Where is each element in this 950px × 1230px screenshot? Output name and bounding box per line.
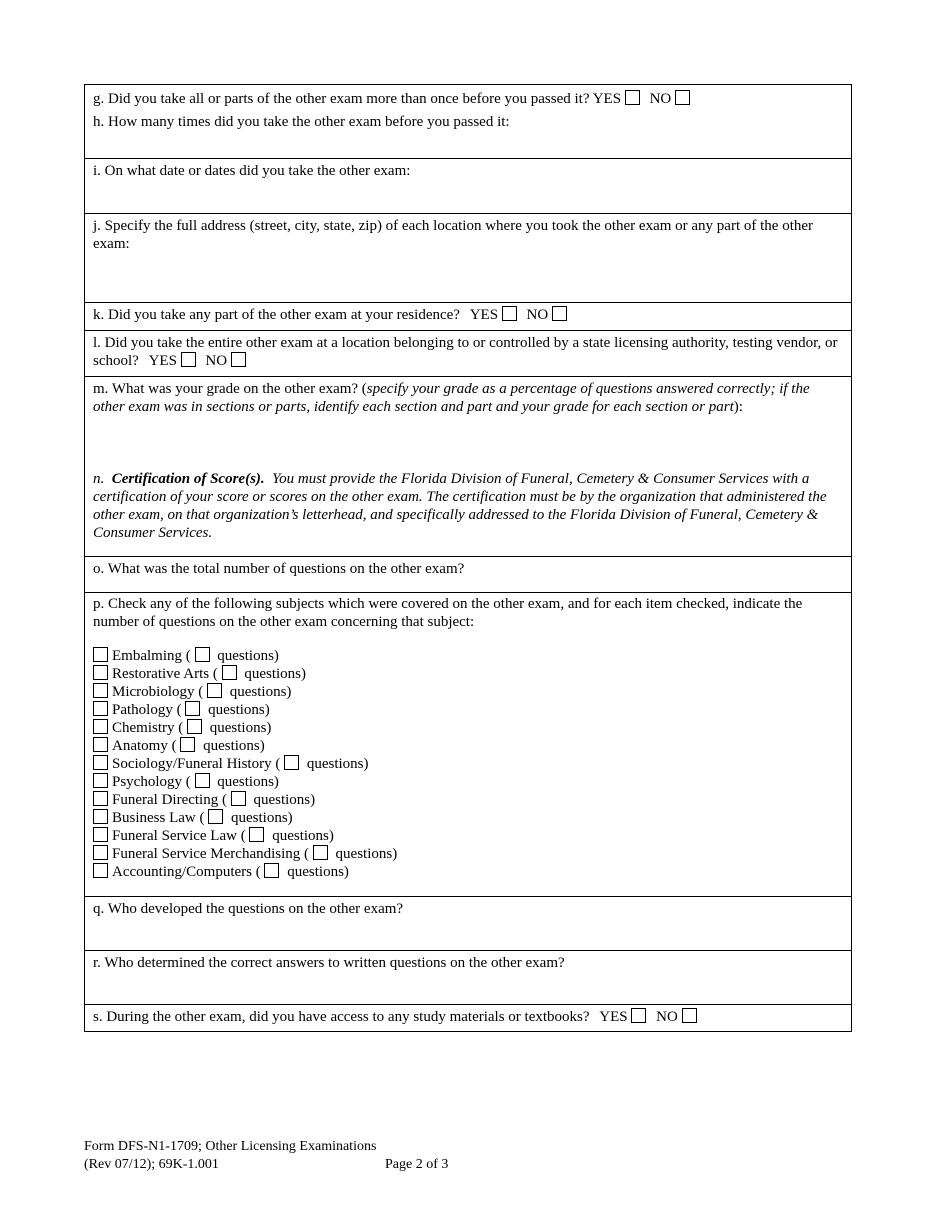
subject-item — [93, 683, 843, 701]
subject-question-count-box[interactable] — [180, 737, 195, 752]
question-o-text: o. What was the total number of questions on the other exam? — [93, 561, 465, 577]
row-j[interactable] — [85, 213, 851, 302]
subject-item — [93, 827, 843, 845]
subject-checkbox[interactable] — [93, 863, 108, 878]
subject-question-count-box[interactable] — [249, 827, 264, 842]
question-l-yes-label: YES — [148, 353, 177, 369]
subject-item — [93, 719, 843, 737]
subject-question-count-box[interactable] — [187, 719, 202, 734]
row-k — [85, 302, 851, 330]
subject-question-count-box[interactable] — [264, 863, 279, 878]
row-q[interactable] — [85, 896, 851, 950]
question-s-text: s. During the other exam, did you have access to any study materials or textbooks? — [93, 1009, 590, 1025]
question-p-text: p. Check any of the following subjects which were covered on the other exam, and for each item checked, indicate the number of questions on the other exam concerning that subject: — [93, 596, 803, 630]
subject-name: Funeral Service Law — [112, 828, 237, 844]
subject-suffix: questions) — [229, 684, 292, 700]
subject-item — [93, 809, 843, 827]
subject-item — [93, 755, 843, 773]
subject-suffix: questions) — [287, 864, 349, 880]
subject-suffix: questions) — [272, 828, 334, 844]
question-m — [93, 380, 843, 416]
subject-name: Anatomy — [112, 738, 168, 754]
subject-name: Accounting/Computers — [112, 864, 252, 880]
question-k-yes-checkbox[interactable] — [502, 306, 517, 321]
subject-suffix: questions) — [253, 792, 316, 808]
subject-open-paren: ( — [185, 774, 191, 790]
subject-item — [93, 773, 843, 791]
row-l — [85, 330, 851, 376]
subject-item — [93, 665, 843, 683]
subject-name: Business Law — [112, 810, 196, 826]
question-l-no-label: NO — [205, 353, 228, 369]
subject-item — [93, 737, 843, 755]
subject-checkbox[interactable] — [93, 791, 108, 806]
subject-suffix: questions) — [306, 756, 369, 772]
question-g-no-checkbox[interactable] — [675, 90, 690, 105]
question-h-text: h. How many times did you take the other exam before you passed it: — [93, 114, 510, 130]
question-l-yes-checkbox[interactable] — [181, 352, 196, 367]
subject-checkbox[interactable] — [93, 665, 108, 680]
subject-checkbox[interactable] — [93, 755, 108, 770]
subject-open-paren: ( — [199, 810, 205, 826]
subject-suffix: questions) — [335, 846, 398, 862]
question-k-yes-label: YES — [469, 307, 499, 323]
subject-checkbox[interactable] — [93, 701, 108, 716]
subject-checkbox[interactable] — [93, 845, 108, 860]
exam-form — [84, 84, 852, 1032]
subject-suffix: questions) — [231, 810, 293, 826]
subject-item — [93, 701, 843, 719]
question-g-text: g. Did you take all or parts of the other exam more than once before you passed it? — [93, 91, 590, 107]
row-m-n[interactable] — [85, 376, 851, 556]
subject-open-paren: ( — [221, 792, 227, 808]
subject-suffix: questions) — [217, 648, 279, 664]
subject-question-count-box[interactable] — [284, 755, 299, 770]
subject-question-count-box[interactable] — [185, 701, 200, 716]
question-n-heading: Certification of Score(s). — [111, 471, 265, 487]
subject-name: Psychology — [112, 774, 183, 790]
question-s-no-label: NO — [656, 1009, 678, 1025]
subject-name: Pathology — [112, 702, 173, 718]
subject-item — [93, 863, 843, 881]
subject-checkbox[interactable] — [93, 647, 108, 662]
question-l-no-checkbox[interactable] — [231, 352, 246, 367]
subject-name: Chemistry — [112, 720, 175, 736]
subject-checkbox[interactable] — [93, 827, 108, 842]
question-m-close: ): — [733, 399, 743, 415]
subject-item — [93, 845, 843, 863]
subject-open-paren: ( — [304, 846, 310, 862]
footer-form-id: Form DFS-N1-1709; Other Licensing Examinations — [84, 1139, 377, 1154]
row-r[interactable] — [85, 950, 851, 1004]
footer-revision: (Rev 07/12); 69K-1.001 — [84, 1157, 219, 1172]
subject-list — [93, 647, 843, 881]
question-g-no-label: NO — [649, 91, 672, 107]
subject-name: Embalming — [112, 648, 182, 664]
subject-checkbox[interactable] — [93, 737, 108, 752]
subject-suffix: questions) — [203, 738, 265, 754]
row-p — [85, 592, 851, 896]
subject-question-count-box[interactable] — [195, 773, 210, 788]
question-r-text: r. Who determined the correct answers to written questions on the other exam? — [93, 955, 565, 971]
subject-name: Microbiology — [112, 684, 195, 700]
subject-question-count-box[interactable] — [313, 845, 328, 860]
subject-item — [93, 791, 843, 809]
subject-question-count-box[interactable] — [208, 809, 223, 824]
row-g-h — [85, 85, 851, 158]
question-j-text: j. Specify the full address (street, city, state, zip) of each location where you took the other exam or any part of the other exam: — [93, 218, 814, 252]
subject-suffix: questions) — [244, 666, 306, 682]
subject-question-count-box[interactable] — [207, 683, 222, 698]
question-k-text: k. Did you take any part of the other exam at your residence? — [93, 307, 460, 323]
question-s-no-checkbox[interactable] — [682, 1008, 697, 1023]
row-i[interactable] — [85, 158, 851, 213]
subject-open-paren: ( — [255, 864, 261, 880]
subject-open-paren: ( — [240, 828, 246, 844]
subject-question-count-box[interactable] — [231, 791, 246, 806]
question-i-text: i. On what date or dates did you take the other exam: — [93, 163, 411, 179]
question-s-yes-checkbox[interactable] — [631, 1008, 646, 1023]
subject-open-paren: ( — [178, 720, 184, 736]
row-s — [85, 1004, 851, 1031]
question-n-text: You must provide the Florida Division of Funeral, Cemetery & Consumer Services with a certification of your score or scores on the other exam. The certification must be by the organization that administered the other exam, on that organization’s letterhead, and specifically addressed to the Florida Division of Funeral, Cemetery & Consumer Services. — [93, 471, 827, 541]
subject-suffix: questions) — [217, 774, 279, 790]
subject-name: Sociology/Funeral History — [112, 756, 272, 772]
subject-question-count-box[interactable] — [195, 647, 210, 662]
question-m-instructions: specify your grade as a percentage of questions answered correctly; if the other exam was in sections or parts, identify each section and part and your grade for each section or part — [93, 381, 810, 415]
subject-item — [93, 647, 843, 665]
question-m-text: m. What was your grade on the other exam? ( — [93, 381, 367, 397]
subject-checkbox[interactable] — [93, 683, 108, 698]
question-k-no-checkbox[interactable] — [552, 306, 567, 321]
subject-checkbox[interactable] — [93, 773, 108, 788]
subject-open-paren: ( — [171, 738, 177, 754]
subject-open-paren: ( — [176, 702, 182, 718]
subject-suffix: questions) — [208, 702, 270, 718]
question-n — [93, 470, 843, 542]
question-q-text: q. Who developed the questions on the other exam? — [93, 901, 404, 917]
subject-name: Restorative Arts — [112, 666, 210, 682]
subject-open-paren: ( — [185, 648, 191, 664]
question-k-no-label: NO — [526, 307, 549, 323]
row-o[interactable] — [85, 556, 851, 592]
subject-open-paren: ( — [275, 756, 281, 772]
page-footer — [84, 1138, 449, 1174]
question-g-yes-label: YES — [592, 91, 622, 107]
subject-name: Funeral Directing — [112, 792, 219, 808]
question-l-text: l. Did you take the entire other exam at a location belonging to or controlled by a state licensing authority, testing vendor, or school? — [93, 335, 838, 369]
footer-page-number: Page 2 of 3 — [385, 1157, 449, 1172]
subject-open-paren: ( — [198, 684, 204, 700]
question-n-label: n. — [93, 471, 105, 487]
subject-checkbox[interactable] — [93, 719, 108, 734]
question-g — [93, 90, 843, 108]
question-g-yes-checkbox[interactable] — [625, 90, 640, 105]
subject-question-count-box[interactable] — [222, 665, 237, 680]
subject-checkbox[interactable] — [93, 809, 108, 824]
subject-suffix: questions) — [209, 720, 272, 736]
subject-name: Funeral Service Merchandising — [112, 846, 301, 862]
subject-open-paren: ( — [212, 666, 218, 682]
question-s-yes-label: YES — [599, 1009, 628, 1025]
